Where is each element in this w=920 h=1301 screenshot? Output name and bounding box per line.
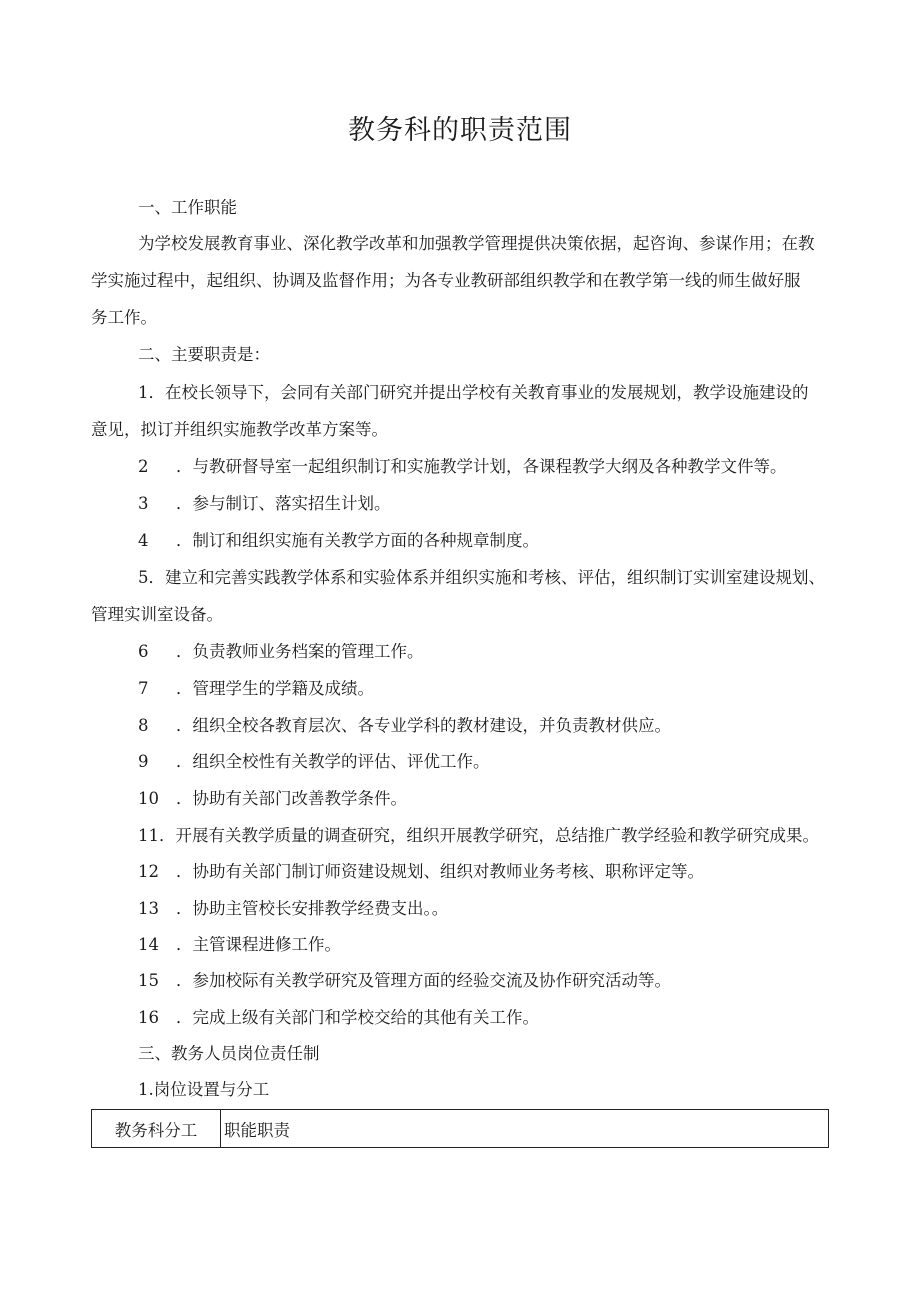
duty-item-11: 11．开展有关教学质量的调查研究，组织开展教学研究，总结推广教学经验和教学研究成果。 [138,826,819,845]
item-number: 2 [138,457,149,476]
duty-item-2 [138,457,787,477]
duty-item-8 [138,716,671,736]
section-heading-3: 三、教务人员岗位责任制 [138,1044,320,1063]
item-number: 13 [138,899,159,918]
duty-item-5-line-1: 5．建立和完善实践教学体系和实验体系并组织实施和考核、评估，组织制订实训室建设规划、 [138,568,825,587]
item-text: ．主管课程进修工作。 [176,935,341,954]
item-text: ．管理学生的学籍及成绩。 [176,679,374,698]
item-text: ．协助有关部门改善教学条件。 [176,789,407,808]
item-text: ．组织全校性有关教学的评估、评优工作。 [176,752,490,771]
item-number: 3 [138,494,149,513]
table-row [92,1110,829,1148]
duty-item-3 [138,494,391,514]
item-number: 6 [138,642,149,661]
item-text: ．制订和组织实施有关教学方面的各种规章制度。 [176,531,539,550]
item-number: 9 [138,752,149,771]
duty-item-5-line-2: 管理实训室设备。 [91,605,223,624]
duty-table [91,1109,829,1148]
item-text: ．协助有关部门制订师资建设规划、组织对教师业务考核、职称评定等。 [176,862,704,881]
duty-item-7 [138,679,374,699]
item-text: ．参加校际有关教学研究及管理方面的经验交流及协作研究活动等。 [176,971,671,990]
duty-item-1-line-1: 1．在校长领导下，会同有关部门研究并提出学校有关教育事业的发展规划，教学设施建设的 [138,383,809,402]
duty-item-13 [138,899,448,919]
table-cell-division: 教务科分工 [92,1110,221,1148]
item-number: 8 [138,716,149,735]
duty-item-16 [138,1008,539,1028]
item-number: 10 [138,789,159,808]
duty-item-9 [138,752,490,772]
duty-item-1-line-2: 意见，拟订并组织实施教学改革方案等。 [91,420,388,439]
section1-para-line-3: 务工作。 [91,308,157,327]
item-number: 12 [138,862,159,881]
item-text: ．负责教师业务档案的管理工作。 [176,642,424,661]
item-text: ．参与制订、落实招生计划。 [176,494,391,513]
item-text: ．完成上级有关部门和学校交给的其他有关工作。 [176,1008,539,1027]
item-text: ．与教研督导室一起组织制订和实施教学计划，各课程教学大纲及各种教学文件等。 [176,457,787,476]
item-number: 4 [138,531,149,550]
subsection-heading: 1.岗位设置与分工 [138,1080,270,1099]
duty-item-15 [138,971,671,991]
section1-para-line-1: 为学校发展教育事业、深化教学改革和加强教学管理提供决策依据，起咨询、参谋作用；在教 [138,234,815,253]
document-title: 教务科的职责范围 [348,115,572,146]
item-text: ．协助主管校长安排教学经费支出。。 [176,899,449,918]
duty-item-12 [138,862,704,882]
duty-item-10 [138,789,407,809]
duty-item-4 [138,531,539,551]
item-text: ．组织全校各教育层次、各专业学科的教材建设，并负责教材供应。 [176,716,671,735]
item-number: 7 [138,679,149,698]
table-cell-duties: 职能职责 [221,1110,829,1148]
duty-item-6 [138,642,424,662]
section-heading-1: 一、工作职能 [138,198,237,217]
item-number: 16 [138,1008,159,1027]
duty-item-14 [138,935,341,955]
section-heading-2: 二、主要职责是： [138,345,270,364]
section1-para-line-2: 学实施过程中，起组织、协调及监督作用；为各专业教研部组织教学和在教学第一线的师生做好服 [91,271,801,290]
item-number: 15 [138,971,159,990]
item-number: 14 [138,935,159,954]
